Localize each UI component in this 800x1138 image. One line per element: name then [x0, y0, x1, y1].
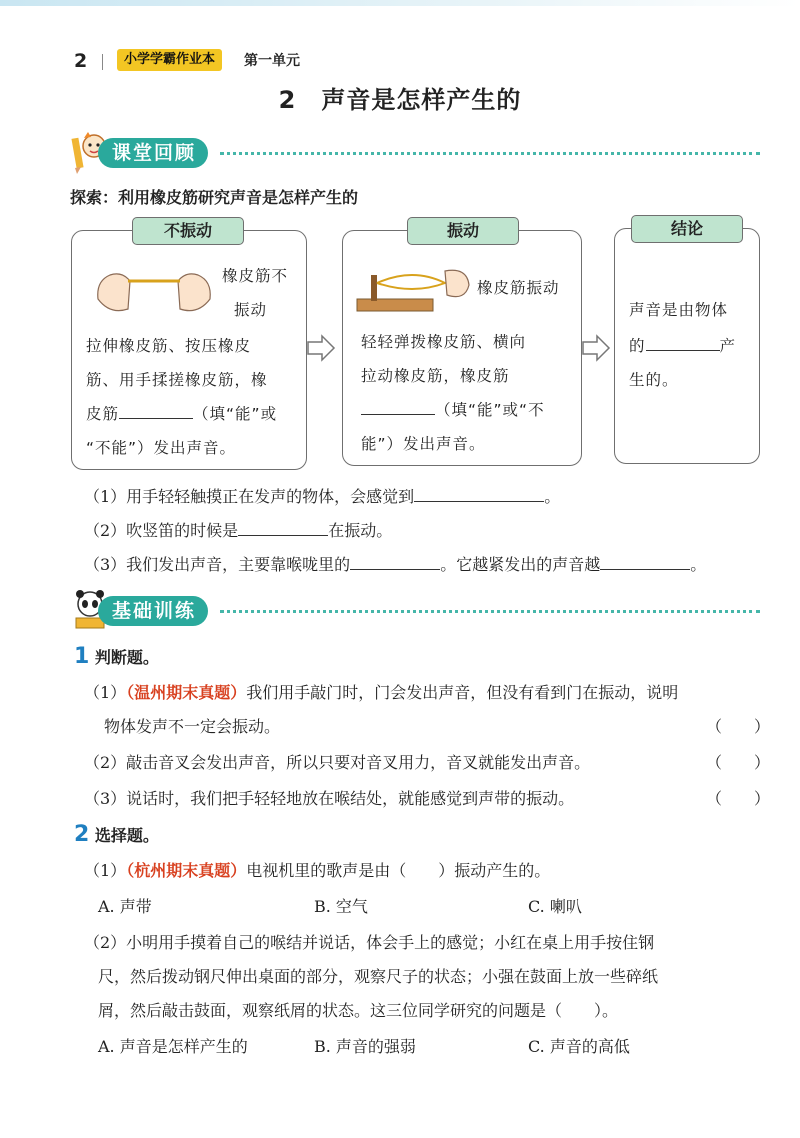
option-c[interactable]: C. 声音的高低 — [528, 1037, 630, 1056]
review-question-1 — [84, 484, 560, 507]
answer-blank[interactable] — [238, 534, 328, 536]
question-heading — [74, 822, 159, 847]
arrow-right-icon — [306, 334, 336, 362]
dotted-divider — [220, 152, 760, 155]
item-text: 电视机里的歌声是由（ ）振动产生的。 — [246, 861, 551, 880]
book-name-badge: 小学学霸作业本 — [117, 49, 222, 71]
answer-blank[interactable] — [350, 568, 440, 570]
option-a[interactable]: A. 声音是怎样产生的 — [98, 1037, 248, 1056]
judge-item-1 — [84, 680, 678, 703]
item-text: 我们用手敲门时，门会发出声音，但没有看到门在振动，说明 — [246, 683, 679, 702]
box-text-line — [361, 393, 545, 427]
answer-blank[interactable] — [600, 568, 690, 570]
source-tag: （杭州期末真题） — [126, 861, 247, 880]
choice-item-2-line: 屑，然后敲击鼓面，观察纸屑的状态。这三位同学研究的问题是（ ）。 — [98, 1001, 619, 1020]
page-title: 2 声音是怎样产生的 — [278, 86, 522, 114]
option-c[interactable]: C. 喇叭 — [528, 897, 582, 916]
section-label: 基础训练 — [98, 596, 208, 626]
option-a[interactable]: A. 声带 — [98, 897, 152, 916]
section-label: 课堂回顾 — [98, 138, 208, 168]
judge-item-1-cont: 物体发声不一定会振动。 — [104, 717, 281, 736]
stretching-band-hands-icon — [90, 259, 218, 317]
question-text: 。它越紧发出的声音越 — [440, 555, 601, 574]
box-vibration — [342, 221, 582, 466]
box-text-fragment: （填“能”或 — [193, 405, 278, 423]
box-text-line — [86, 397, 277, 431]
box-text-line: 能”）发出声音。 — [361, 435, 486, 453]
box-tab-label: 振动 — [407, 217, 519, 245]
answer-blank[interactable] — [119, 417, 193, 419]
question-text: （1）用手轻轻触摸正在发声的物体，会感觉到 — [84, 487, 415, 506]
question-number: 1 — [74, 644, 90, 669]
review-question-2 — [84, 518, 392, 541]
source-tag: （温州期末真题） — [126, 683, 247, 702]
arrow-right-icon — [581, 334, 611, 362]
section-review-header — [70, 130, 760, 174]
answer-bracket[interactable]: （ ） — [706, 753, 771, 772]
box-text-line: 生的。 — [629, 371, 679, 389]
dotted-divider — [220, 610, 760, 613]
option-b[interactable]: B. 空气 — [314, 897, 368, 916]
box-text-line: 拉伸橡皮筋、按压橡皮 — [86, 337, 252, 355]
page-number: 2 — [74, 50, 88, 72]
question-heading — [74, 644, 159, 669]
question-title: 选择题。 — [94, 826, 159, 845]
box-text-line: 轻轻弹拨橡皮筋、横向 — [361, 333, 527, 351]
question-number: 2 — [74, 822, 90, 847]
option-b[interactable]: B. 声音的强弱 — [314, 1037, 416, 1056]
box-text-line: “不能”）发出声音。 — [86, 439, 237, 457]
choice-item-2-line: 尺，然后拨动钢尺伸出桌面的部分，观察尺子的状态；小强在鼓面上放一些碎纸 — [98, 967, 659, 986]
judge-item-3: （3）说话时，我们把手轻轻地放在喉结处，就能感觉到声带的振动。 — [84, 789, 575, 808]
section-training-header — [70, 588, 760, 632]
box-tab-label: 不振动 — [132, 217, 244, 245]
box-tab-label: 结论 — [631, 215, 743, 243]
question-title: 判断题。 — [94, 648, 159, 667]
box-text-line — [629, 329, 736, 363]
box-no-vibration — [71, 221, 307, 470]
question-text: 在振动。 — [328, 521, 393, 540]
answer-bracket[interactable]: （ ） — [706, 717, 771, 736]
item-index: （1） — [84, 683, 127, 702]
plucking-band-icon — [353, 261, 471, 313]
explore-heading: 探索：利用橡皮筋研究声音是怎样产生的 — [70, 188, 359, 207]
box-caption-1: 橡皮筋不 — [222, 267, 289, 285]
box-text-fragment: 皮筋 — [86, 405, 120, 423]
question-text: 。 — [544, 487, 561, 506]
item-index: （1） — [84, 861, 127, 880]
top-decor-bar — [0, 0, 800, 6]
question-text: 。 — [690, 555, 707, 574]
box-text-line: 筋、用手揉搓橡皮筋，橡 — [86, 371, 268, 389]
box-conclusion — [614, 219, 760, 464]
review-question-3 — [84, 552, 706, 575]
box-text-fragment: 产 — [719, 337, 737, 355]
answer-blank[interactable] — [361, 413, 435, 415]
answer-bracket[interactable]: （ ） — [706, 789, 771, 808]
question-text: （2）吹竖笛的时候是 — [84, 521, 239, 540]
header-divider — [102, 54, 103, 70]
box-caption-2: 振动 — [234, 301, 268, 319]
box-text-line: 声音是由物体 — [629, 301, 729, 319]
answer-blank[interactable] — [646, 349, 720, 351]
box-text-fragment: （填“能”或“不 — [435, 401, 545, 419]
question-text: （3）我们发出声音，主要靠喉咙里的 — [84, 555, 351, 574]
box-caption: 橡皮筋振动 — [477, 279, 560, 297]
unit-label: 第一单元 — [244, 53, 300, 69]
answer-blank[interactable] — [414, 500, 544, 502]
judge-item-2: （2）敲击音叉会发出声音，所以只要对音叉用力，音叉就能发出声音。 — [84, 753, 591, 772]
choice-item-1 — [84, 858, 550, 881]
box-text-fragment: 的 — [629, 337, 646, 355]
box-text-line: 拉动橡皮筋，橡皮筋 — [361, 367, 510, 385]
choice-item-2-line: （2）小明用手摸着自己的喉结并说话，体会手上的感觉；小红在桌上用手按住钢 — [84, 933, 655, 952]
